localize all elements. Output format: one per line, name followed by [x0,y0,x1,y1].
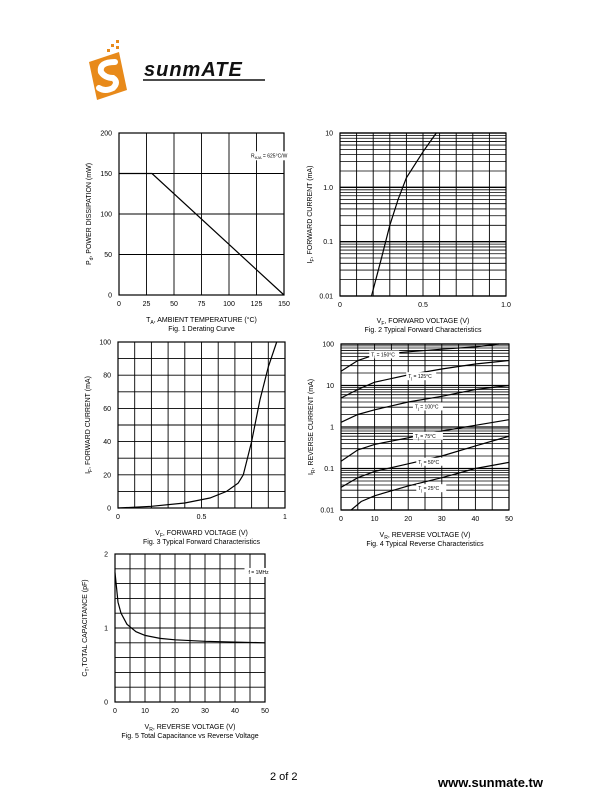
series-label [415,404,439,411]
series-line [372,133,437,296]
y-axis-label-main: I [308,473,315,476]
forward-characteristics-log-chart [300,125,530,340]
y-axis-label-sub: T [85,668,91,672]
y-tick-label: 1 [330,424,334,432]
forward-characteristics-linear-chart [75,336,305,551]
series-label-rest: = 150°C [375,352,395,359]
y-tick-label: 40 [103,439,111,447]
y-tick-label: 0 [104,699,108,707]
y-axis-label [307,166,316,264]
x-axis-label-main: T [146,317,151,324]
x-axis-label [155,530,248,539]
x-tick-label: 10 [141,708,149,715]
y-axis-label-main: C [82,671,89,677]
x-tick-label: 1 [283,514,287,521]
y-axis-label-sub: d [89,257,95,261]
annotation-sub: θJA [254,154,262,160]
x-tick-label: 0 [338,302,342,309]
series-label-main: T [408,374,412,381]
capacitance-chart [75,546,305,746]
x-axis-label-sub: F [381,321,385,327]
x-axis-label [145,724,236,733]
x-tick-label: 150 [278,301,290,308]
x-tick-label: 0.5 [196,514,207,521]
figure-caption: Fig. 3 Typical Forward Characteristics [143,539,260,546]
x-tick-label: 30 [437,516,446,523]
figure-caption: Fig. 5 Total Capacitance vs Reverse Voltage [121,733,259,740]
y-tick-label: 2 [104,551,108,559]
series-label-main: T [418,486,422,493]
y-axis-label-sub: F [88,468,94,472]
y-tick-label: 0 [107,505,111,513]
y-tick-label: 20 [103,472,111,480]
x-tick-label: 75 [197,301,206,308]
y-tick-label: 80 [103,372,111,380]
x-tick-label: 1.0 [501,302,511,309]
series-label-rest: = 25°C [422,486,440,493]
y-axis-label-main: I [307,261,314,264]
figure-caption: Fig. 1 Derating Curve [168,326,235,333]
y-axis-label-rest: , FORWARD CURRENT (mA) [307,165,314,259]
reverse-characteristics-chart [300,336,530,551]
x-axis-label-sub: A [150,320,154,326]
derating-curve-chart [75,125,305,340]
x-axis-label-sub: R [384,535,388,541]
x-axis-label-main: V [144,724,150,731]
series-label [418,486,439,493]
x-axis-label [380,532,471,541]
y-tick-label: 150 [100,171,112,178]
x-tick-label: 50 [505,516,513,523]
y-axis-label-main: P [86,260,93,266]
series-label-main: T [418,459,422,466]
y-axis-label-rest: , FORWARD CURRENT (mA) [85,376,92,469]
annotation [251,153,288,160]
x-axis-label-rest: , REVERSE VOLTAGE (V) [152,724,236,731]
series-label [371,352,395,359]
x-tick-label: 30 [201,708,209,715]
x-axis-label [146,316,257,326]
series-label [418,460,439,467]
y-tick-label: 10 [325,130,333,138]
annotation [249,570,270,576]
y-axis-label-rest: , POWER DISSIPATION (mW) [86,162,93,258]
x-axis-label [377,318,470,327]
x-tick-label: 50 [170,301,178,308]
grid [340,133,506,296]
series-label-main: T [414,433,418,440]
y-tick-label: 100 [322,341,334,349]
series-label [408,374,432,381]
logo-wordmark: sunmATE [144,59,243,81]
x-axis-label-main: V [379,532,385,539]
series-label-sub: j [374,353,376,359]
y-axis-label-sub: F [310,258,316,262]
y-tick-label: 0.1 [323,239,333,247]
website-url: www.sunmate.tw [438,775,543,790]
x-tick-label: 50 [261,708,269,715]
series-label-rest: = 100°C [418,404,439,411]
grid [118,342,285,508]
y-tick-label: 0.1 [324,466,334,473]
x-tick-label: 20 [171,708,179,715]
y-axis-label [308,379,317,475]
y-axis-label-main: I [85,471,92,474]
y-tick-label: 1 [104,625,108,633]
y-axis-label-rest: , REVERSE CURRENT (mA) [308,378,315,470]
x-tick-label: 125 [250,301,263,308]
x-tick-label: 40 [231,708,239,715]
y-axis-label [85,376,94,474]
y-tick-label: 0.01 [319,293,333,301]
x-axis-label-rest: , AMBIENT TEMPERATURE (°C) [153,317,257,324]
x-tick-label: 40 [471,516,480,523]
series-label-main: T [414,404,418,411]
figure-caption: Fig. 2 Typical Forward Characteristics [364,327,482,334]
x-axis-label-rest: , FORWARD VOLTAGE (V) [384,318,470,325]
x-axis-label-rest: , FORWARD VOLTAGE (V) [162,530,248,537]
y-tick-label: 100 [99,339,111,347]
y-tick-label: 100 [100,211,112,219]
y-tick-label: 0.01 [320,507,334,515]
series-label-rest: = 125°C [412,374,432,381]
x-tick-label: 100 [223,301,235,308]
y-axis-label-sub: R [311,469,317,474]
series-label-rest: = 75°C [418,433,436,440]
y-axis-label [86,163,95,265]
x-axis-label-main: V [155,530,160,537]
y-axis-label-rest: ,TOTAL CAPACITANCE (pF) [82,579,89,669]
y-axis-label [82,579,91,676]
logo-mark-icon [89,40,127,100]
series-label-sub: j [417,405,419,411]
y-tick-label: 1.0 [323,184,333,192]
series-label-sub: j [421,461,423,467]
series-label-rest: = 50°C [422,459,440,466]
x-tick-label: 0 [113,708,117,715]
series-label-sub: j [421,487,423,493]
x-tick-label: 0.5 [418,302,428,309]
page-number: 2 of 2 [270,771,298,783]
figure-caption: Fig. 4 Typical Reverse Characteristics [366,541,484,548]
grid [115,554,265,702]
y-tick-label: 10 [326,383,334,390]
x-axis-label-rest: , REVERSE VOLTAGE (V) [387,532,471,539]
y-tick-label: 200 [100,130,112,138]
x-tick-label: 20 [404,516,413,523]
series-label-main: T [371,352,375,359]
annotation-main: f = 1MHz [248,569,269,576]
x-tick-label: 0 [116,514,120,521]
series-label-sub: j [411,375,413,381]
y-tick-label: 0 [108,292,112,300]
y-tick-label: 60 [103,405,111,413]
brand-logo [75,38,275,108]
x-tick-label: 0 [117,301,121,308]
x-tick-label: 10 [370,516,379,523]
x-axis-label-sub: F [159,533,163,539]
x-tick-label: 0 [339,516,343,523]
x-axis-label-sub: R [149,727,153,733]
series-label [415,434,436,441]
series-label-sub: j [417,435,419,441]
annotation-main: R [251,153,255,160]
x-axis-label-main: V [376,318,382,325]
annotation-rest: = 625°C/W [261,153,288,160]
y-tick-label: 50 [104,252,112,259]
x-tick-label: 25 [142,301,151,308]
